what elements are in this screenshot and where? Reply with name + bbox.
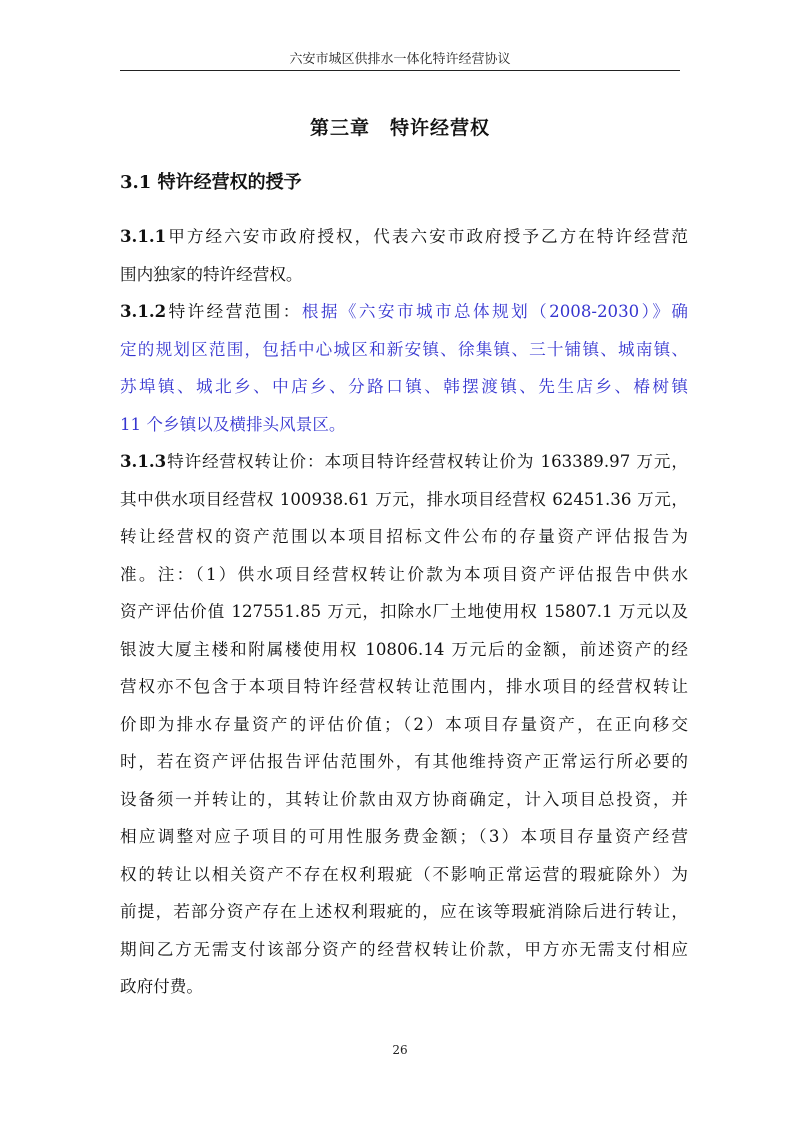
running-header: 六安市城区供排水一体化特许经营协议 <box>289 52 511 67</box>
scope-text: 11 个乡镇以及横排头风景区。 <box>120 414 346 434</box>
page-number: 26 <box>392 1043 408 1057</box>
clause-line: 相应调整对应子项目的可用性服务费金额；（3）本项目存量资产经营 <box>120 827 688 846</box>
clause-line: 银波大厦主楼和附属楼使用权 10806.14 万元后的金额，前述资产的经 <box>120 639 688 659</box>
scope-text: 根据《六安市城市总体规划（2008-2030）》确 <box>301 302 689 321</box>
header-divider <box>120 70 680 71</box>
section-heading: 3.1 特许经营权的授予 <box>120 172 302 193</box>
scope-text: 苏埠镇、城北乡、中店乡、分路口镇、韩摆渡镇、先生店乡、椿树镇 <box>120 377 688 396</box>
clause-line: 权的转让以相关资产不存在权利瑕疵（不影响正常运营的瑕疵除外）为 <box>120 864 688 884</box>
clause-line: 资产评估价值 127551.85 万元，扣除水厂土地使用权 15807.1 万元以及 <box>120 602 688 621</box>
chapter-title: 特许经营权 <box>390 117 491 139</box>
clause-number: 3.1.1 <box>120 226 167 246</box>
clause-3-1-2 <box>120 293 688 443</box>
clause-line: 其中供水项目经营权 100938.61 万元，排水项目经营权 62451.36 万元， <box>120 489 688 509</box>
clause-line: 时，若在资产评估报告评估范围外，有其他维持资产正常运行所必要的 <box>120 752 688 771</box>
scope-text: 定的规划区范围，包括中心城区和新安镇、徐集镇、三十铺镇、城南镇、 <box>120 339 688 359</box>
clause-number: 3.1.2 <box>120 301 167 321</box>
chapter-heading <box>120 113 680 140</box>
clause-line: 政府付费。 <box>120 977 203 996</box>
clause-line: 营权亦不包含于本项目特许经营权转让范围内，排水项目的经营权转让 <box>120 677 688 696</box>
clause-number: 3.1.3 <box>120 451 167 471</box>
clause-line: 围内独家的特许经营权。 <box>120 264 303 284</box>
clause-line: 前提，若部分资产存在上述权利瑕疵的，应在该等瑕疵消除后进行转让， <box>120 902 688 921</box>
clause-3-1-3 <box>120 443 688 1006</box>
clause-line: 3.1.1甲方经六安市政府授权，代表六安市政府授予乙方在特许经营范 <box>120 226 688 246</box>
clause-line: 设备须一并转让的，其转让价款由双方协商确定，计入项目总投资，并 <box>120 789 688 809</box>
clause-line: 3.1.3特许经营权转让价：本项目特许经营权转让价为 163389.97 万元， <box>120 451 688 471</box>
clause-line: 转让经营权的资产范围以本项目招标文件公布的存量资产评估报告为 <box>120 527 688 546</box>
clause-line: 期间乙方无需支付该部分资产的经营权转让价款，甲方亦无需支付相应 <box>120 939 688 959</box>
clause-line: 准。注：（1）供水项目经营权转让价款为本项目资产评估报告中供水 <box>120 564 688 584</box>
clause-label: 特许经营范围： <box>166 302 302 321</box>
clause-line <box>120 293 688 331</box>
clause-3-1-1 <box>120 218 688 293</box>
chapter-number: 第三章 <box>309 117 370 139</box>
clause-line: 价即为排水存量资产的评估价值；（2）本项目存量资产，在正向移交 <box>120 714 688 734</box>
